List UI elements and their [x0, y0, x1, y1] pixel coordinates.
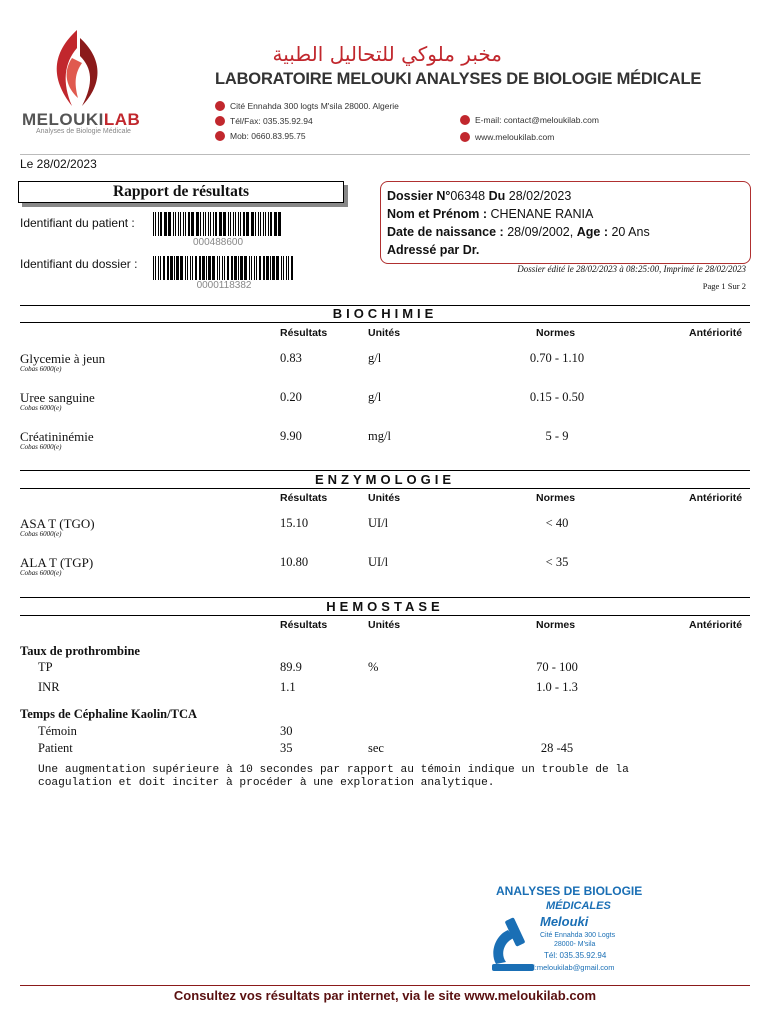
col-units: Unités [368, 619, 401, 631]
barcode-bar [230, 212, 231, 236]
logo-wordmark: MELOUKILAB [22, 110, 141, 129]
barcode-bar [263, 256, 265, 280]
barcode-bar [192, 256, 193, 280]
dossier-info-box: Dossier N°06348 Du 28/02/2023 Nom et Prénom : CHENANE RANIA Date de naissance : 28/09/2002, Age : 20 Ans Adressé par Dr. [380, 181, 751, 264]
barcode-bar [175, 212, 176, 236]
barcode-bar [170, 256, 173, 280]
address-line: Cité Ennahda 300 logts M'sila 28000. Algerie [215, 101, 399, 111]
lab-stamp: ANALYSES DE BIOLOGIE MÉDICALES Melouki Cité Ennahda 300 Logts 28000- M'sila Tél: 035.35.92.94 Email:meloukilab@gmail.com [488, 884, 648, 976]
patient-barcode [153, 212, 283, 236]
barcode-bar [223, 212, 226, 236]
barcode-bar [270, 212, 272, 236]
barcode-bar [174, 256, 175, 280]
barcode-bar [206, 256, 207, 280]
barcode-bar [240, 256, 243, 280]
barcode-bar [173, 212, 174, 236]
col-results: Résultats [280, 492, 328, 504]
header-divider [20, 154, 750, 155]
barcode-bar [224, 256, 225, 280]
barcode-bar [228, 212, 229, 236]
barcode-bar [167, 256, 169, 280]
dossier-barcode [153, 256, 295, 280]
barcode-bar [288, 256, 289, 280]
col-previous: Antériorité [689, 327, 743, 339]
barcode-bar [263, 212, 264, 236]
tca-note: Une augmentation supérieure à 10 secondes par rapport au témoin indique un trouble de la coagulation et doit inciter à procéder à une exploration analytique. [38, 764, 629, 789]
email-line: E-mail: contact@meloukilab.com [460, 115, 599, 125]
barcode-bar [234, 256, 237, 280]
group-title-tca: Temps de Céphaline Kaolin/TCA [20, 707, 198, 721]
barcode-bar [219, 256, 220, 280]
barcode-bar [200, 212, 201, 236]
group-title-tp: Taux de prothrombine [20, 644, 140, 658]
dossier-id-label: Identifiant du dossier : [20, 257, 138, 271]
barcode-bar [235, 212, 236, 236]
barcode-bar [272, 256, 275, 280]
barcode-bar [195, 256, 197, 280]
barcode-bar [210, 212, 211, 236]
barcode-bar [155, 212, 156, 236]
barcode-bar [196, 212, 199, 236]
section-divider [20, 470, 750, 471]
col-norms: Normes [536, 492, 576, 504]
report-date: Le 28/02/2023 [20, 157, 97, 171]
barcode-bar [215, 212, 217, 236]
barcode-bar [191, 212, 194, 236]
footer-divider [20, 985, 750, 986]
barcode-bar [203, 212, 204, 236]
barcode-bar [208, 256, 211, 280]
barcode-bar [243, 212, 245, 236]
barcode-bar [231, 256, 233, 280]
barcode-bar [202, 256, 205, 280]
barcode-bar [238, 256, 239, 280]
barcode-bar [244, 256, 247, 280]
barcode-bar [185, 256, 186, 280]
barcode-bar [291, 256, 293, 280]
barcode-bar [255, 212, 256, 236]
barcode-bar [213, 212, 214, 236]
patient-name: CHENANE RANIA [490, 207, 594, 221]
patient-id-label: Identifiant du patient : [20, 216, 135, 230]
barcode-bar [240, 212, 241, 236]
barcode-bar [227, 256, 229, 280]
barcode-bar [188, 212, 190, 236]
barcode-bar [256, 256, 257, 280]
barcode-bar [260, 212, 261, 236]
barcode-bar [153, 212, 154, 236]
barcode-bar [153, 256, 154, 280]
barcode-bar [251, 256, 252, 280]
col-norms: Normes [536, 619, 576, 631]
barcode-bar [208, 212, 209, 236]
page-number: Page 1 Sur 2 [702, 281, 746, 291]
col-results: Résultats [280, 619, 328, 631]
barcode-bar [158, 256, 159, 280]
barcode-bar [155, 256, 156, 280]
barcode-bar [222, 256, 223, 280]
barcode-bar [259, 256, 261, 280]
barcode-bar [176, 256, 179, 280]
report-title: Rapport de résultats [18, 181, 344, 203]
col-norms: Normes [536, 327, 576, 339]
barcode-bar [268, 212, 269, 236]
barcode-bar [249, 256, 250, 280]
barcode-bar [217, 256, 218, 280]
barcode-bar [158, 212, 159, 236]
edit-note: Dossier édité le 28/02/2023 à 08:25:00, Imprimé le 28/02/2023 [517, 264, 746, 274]
logo-subtitle: Analyses de Biologie Médicale [36, 128, 131, 135]
lab-name: LABORATOIRE MELOUKI ANALYSES DE BIOLOGIE MÉDICALE [215, 70, 702, 88]
barcode-bar [278, 212, 281, 236]
barcode-bar [180, 212, 181, 236]
section-title-biochimie: BIOCHIMIE [332, 306, 438, 321]
phone-icon [215, 116, 225, 126]
col-previous: Antériorité [689, 492, 743, 504]
barcode-bar [160, 212, 162, 236]
section-title-enzymologie: ENZYMOLOGIE [314, 472, 456, 487]
barcode-bar [286, 256, 287, 280]
section-divider [20, 597, 750, 598]
barcode-bar [185, 212, 186, 236]
barcode-bar [266, 256, 269, 280]
patient-id-number: 000488600 [192, 237, 244, 248]
barcode-bar [281, 256, 282, 280]
globe-icon [460, 132, 470, 142]
barcode-bar [233, 212, 234, 236]
barcode-bar [246, 212, 249, 236]
barcode-bar [283, 256, 284, 280]
barcode-bar [168, 212, 171, 236]
barcode-bar [270, 256, 271, 280]
email-icon [460, 115, 470, 125]
lab-logo-icon [42, 28, 112, 108]
section-divider [20, 322, 750, 323]
barcode-bar [258, 212, 259, 236]
barcode-bar [212, 256, 215, 280]
barcode-bar [187, 256, 188, 280]
col-results: Résultats [280, 327, 328, 339]
col-previous: Antériorité [689, 619, 743, 631]
telfax-line: Tél/Fax: 035.35.92.94 [215, 116, 313, 126]
barcode-bar [199, 256, 201, 280]
barcode-bar [254, 256, 255, 280]
barcode-bar [163, 256, 165, 280]
dossier-id-number: 0000118382 [196, 280, 252, 291]
barcode-bar [274, 212, 277, 236]
website-line: www.meloukilab.com [460, 132, 554, 142]
mobile-icon [215, 131, 225, 141]
section-divider [20, 488, 750, 489]
mobile-line: Mob: 0660.83.95.75 [215, 131, 306, 141]
col-units: Unités [368, 327, 401, 339]
lab-name-arabic: مخبر ملوكي للتحاليل الطبية [272, 42, 502, 66]
barcode-bar [164, 212, 167, 236]
barcode-bar [190, 256, 191, 280]
barcode-bar [160, 256, 161, 280]
section-title-hemostase: HEMOSTASE [326, 599, 444, 614]
barcode-bar [265, 212, 266, 236]
barcode-bar [219, 212, 222, 236]
barcode-bar [251, 212, 254, 236]
barcode-bar [238, 212, 239, 236]
footer-text: Consultez vos résultats par internet, via le site www.meloukilab.com [173, 988, 597, 1003]
barcode-bar [178, 212, 179, 236]
section-divider [20, 615, 750, 616]
barcode-bar [183, 212, 184, 236]
barcode-bar [205, 212, 206, 236]
barcode-bar [276, 256, 279, 280]
barcode-bar [180, 256, 183, 280]
col-units: Unités [368, 492, 401, 504]
location-icon [215, 101, 225, 111]
